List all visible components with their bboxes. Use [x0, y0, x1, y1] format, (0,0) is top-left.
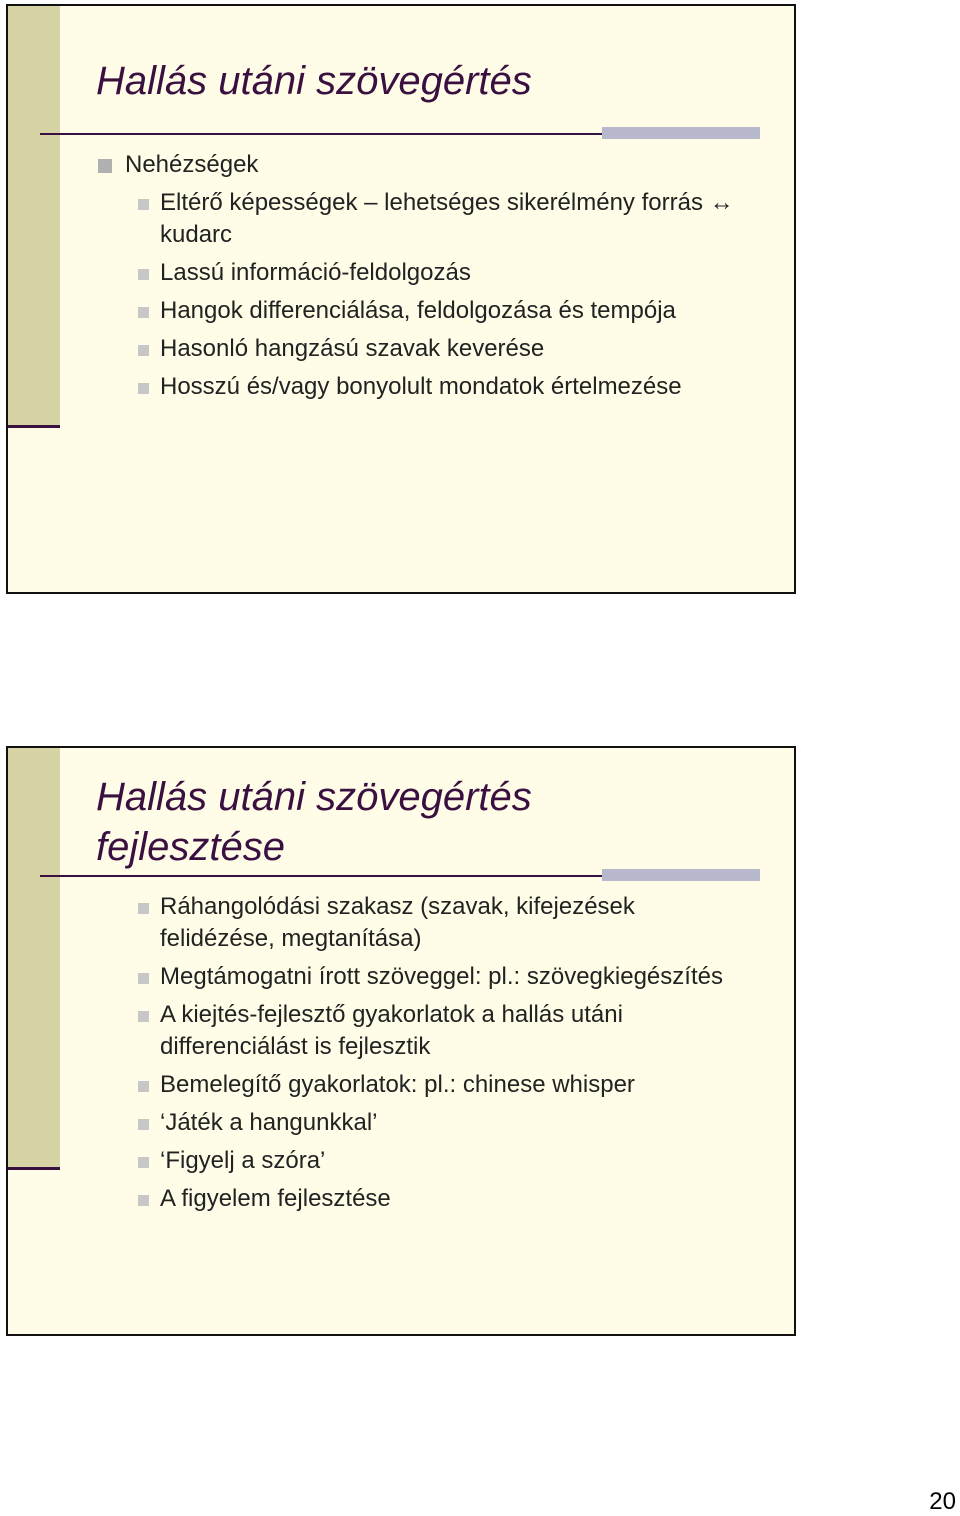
sub-bullet-item [8, 257, 796, 289]
slide-title: Hallás utáni szövegértés [96, 59, 532, 103]
sub-bullet-item [8, 1069, 796, 1101]
title-rule-bar [602, 869, 760, 881]
square-bullet-icon [138, 1157, 149, 1168]
bullet-text: Hasonló hangzású szavak keverése [160, 335, 545, 362]
square-bullet-icon [138, 269, 149, 280]
sub-bullet-item [8, 187, 796, 251]
bullet-text: A kiejtés-fejlesztő gyakorlatok a hallás utáni differenciálást is fejlesztik [160, 1001, 623, 1060]
page-number: 20 [929, 1488, 956, 1515]
slide-title [96, 772, 776, 872]
sub-bullet-item [8, 333, 796, 365]
bullet-text: Megtámogatni írott szöveggel: pl.: szövegkiegészítés [160, 963, 723, 990]
sub-bullet-item [8, 1183, 796, 1215]
square-bullet-icon [138, 383, 149, 394]
bullet-text: Hosszú és/vagy bonyolult mondatok értelmezése [160, 373, 682, 400]
square-bullet-icon [138, 307, 149, 318]
bullet-text: Nehézségek [125, 151, 259, 178]
sidebar-accent [8, 425, 60, 428]
square-bullet-icon [138, 1119, 149, 1130]
title-rule-bar [602, 127, 760, 139]
sub-bullet-item [8, 891, 796, 955]
square-bullet-icon [138, 973, 149, 984]
bullet-text: Hangok differenciálása, feldolgozása és tempója [160, 297, 676, 324]
bullet-text: ‘Figyelj a szóra’ [160, 1147, 326, 1174]
bullet-text: ‘Játék a hangunkkal’ [160, 1109, 378, 1136]
sub-bullet-item [8, 295, 796, 327]
title-line-1: Hallás utáni szövegértés [96, 775, 532, 819]
square-bullet-icon [138, 1081, 149, 1092]
slide-1 [6, 4, 796, 594]
sub-bullet-item [8, 961, 796, 993]
bullet-text: Bemelegítő gyakorlatok: pl.: chinese whisper [160, 1071, 635, 1098]
square-bullet-icon [138, 1195, 149, 1206]
slide-2 [6, 746, 796, 1336]
bullet-item [8, 149, 796, 181]
bullet-text: Eltérő képességek – lehetséges sikerélmény forrás ↔ kudarc [160, 189, 734, 248]
title-line-2: fejlesztése [96, 825, 285, 869]
slide-content [8, 891, 796, 1221]
sub-bullet-item [8, 371, 796, 403]
bullet-text: A figyelem fejlesztése [160, 1185, 391, 1212]
bullet-text: Ráhangolódási szakasz (szavak, kifejezések felidézése, megtanítása) [160, 893, 635, 952]
square-bullet-icon [138, 199, 149, 210]
sub-bullet-item [8, 1107, 796, 1139]
square-bullet-icon [138, 903, 149, 914]
square-bullet-icon [138, 1011, 149, 1022]
square-bullet-icon [98, 159, 112, 173]
sub-bullet-item [8, 1145, 796, 1177]
slide-content [8, 149, 796, 409]
sub-bullet-item [8, 999, 796, 1063]
square-bullet-icon [138, 345, 149, 356]
bullet-text: Lassú információ-feldolgozás [160, 259, 471, 286]
